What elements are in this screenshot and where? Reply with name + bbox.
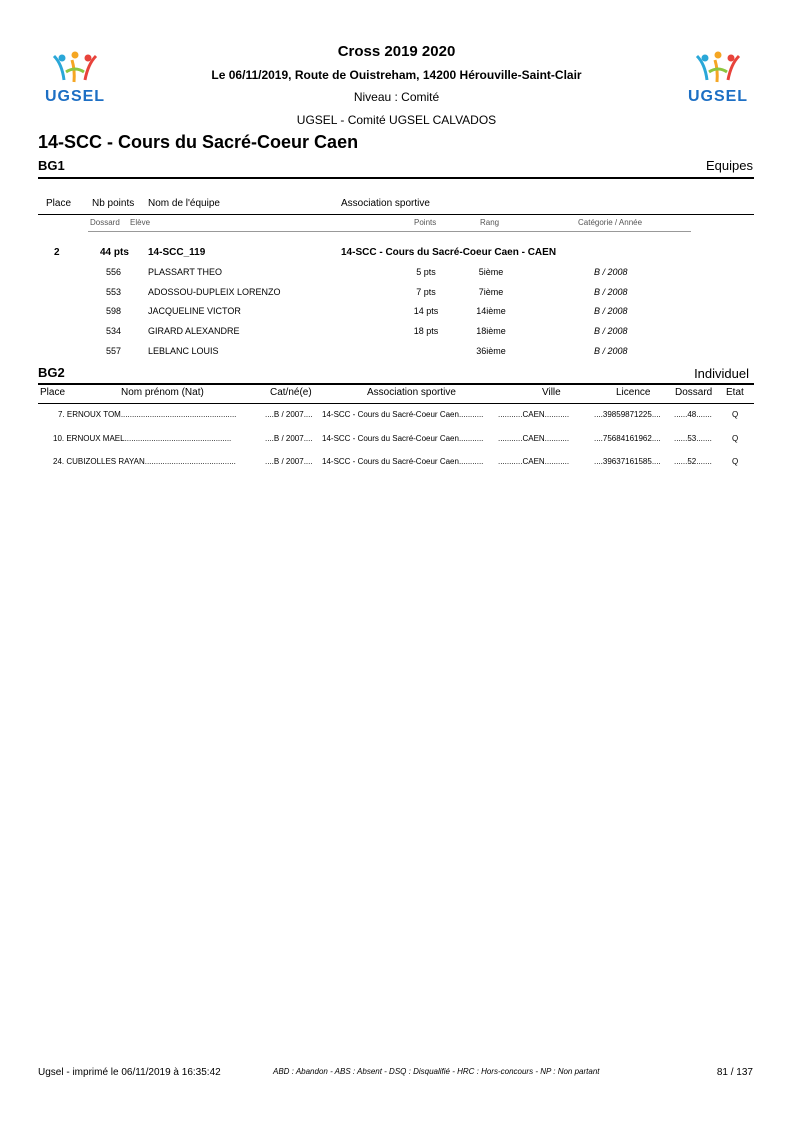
result-licence: ....39637161585.... (594, 457, 661, 466)
result-dossard: ......48....... (674, 410, 712, 419)
member-category: B / 2008 (594, 267, 628, 277)
member-points: 7 pts (416, 287, 436, 297)
member-dossard: 598 (106, 306, 122, 316)
section-type-bg2: Individuel (694, 366, 749, 381)
member-name: PLASSART THEO (148, 267, 223, 277)
col-header-association: Association sportive (341, 198, 430, 209)
divider (38, 403, 754, 404)
footer-printed: Ugsel - imprimé le 06/11/2019 à 16:35:42 (38, 1067, 221, 1078)
team-points: 44 pts (100, 247, 129, 258)
event-subtitle: Le 06/11/2019, Route de Ouistreham, 14200 Hérouville-Saint-Clair (211, 68, 582, 82)
result-licence: ....39859871225.... (594, 410, 661, 419)
result-name: 10. ERNOUX MAEL................................................ (53, 434, 232, 443)
result-etat: Q (732, 434, 739, 443)
col-header-dossard: Dossard (675, 387, 713, 398)
col-header-association: Association sportive (367, 387, 456, 398)
result-name: 24. CUBIZOLLES RAYAN......................................... (53, 457, 236, 466)
member-category: B / 2008 (594, 287, 628, 297)
result-ville: ...........CAEN........... (498, 457, 570, 466)
event-level: Niveau : Comité (353, 90, 440, 104)
team-name: 14-SCC_119 (148, 247, 206, 258)
result-ville: ...........CAEN........... (498, 410, 570, 419)
member-category: B / 2008 (594, 346, 628, 356)
col-header-ville: Ville (542, 387, 561, 398)
divider (38, 214, 754, 215)
section-type-bg1: Equipes (706, 158, 753, 173)
member-name: LEBLANC LOUIS (148, 346, 219, 356)
result-name: 7. ERNOUX TOM.................................................... (58, 410, 237, 419)
col-header-etat: Etat (726, 387, 744, 398)
member-rang: 18ième (476, 326, 506, 336)
result-cat: ....B / 2007.... (265, 410, 313, 419)
result-dossard: ......52....... (674, 457, 712, 466)
result-etat: Q (732, 457, 739, 466)
result-association: 14-SCC - Cours du Sacré-Coeur Caen........... (322, 434, 484, 443)
member-dossard: 534 (106, 326, 122, 336)
subcol-header-rang: Rang (480, 218, 500, 227)
member-points: 5 pts (416, 267, 436, 277)
divider (88, 231, 691, 232)
col-header-place: Place (40, 387, 66, 398)
col-header-cat: Cat/né(e) (270, 387, 312, 398)
result-association: 14-SCC - Cours du Sacré-Coeur Caen........... (322, 457, 484, 466)
result-cat: ....B / 2007.... (265, 434, 313, 443)
result-cat: ....B / 2007.... (265, 457, 313, 466)
member-category: B / 2008 (594, 306, 628, 316)
member-dossard: 553 (106, 287, 122, 297)
footer-legend: ABD : Abandon - ABS : Absent - DSQ : Disqualifié - HRC : Hors-concours - NP : Non partant (273, 1067, 600, 1076)
result-licence: ....75684161962.... (594, 434, 661, 443)
member-category: B / 2008 (594, 326, 628, 336)
col-header-licence: Licence (616, 387, 651, 398)
result-ville: ...........CAEN........... (498, 434, 570, 443)
section-label-bg1: BG1 (38, 158, 65, 173)
team-place: 2 (54, 247, 60, 258)
result-etat: Q (732, 410, 739, 419)
col-header-place: Place (46, 198, 72, 209)
col-header-team: Nom de l'équipe (148, 198, 220, 209)
member-name: ADOSSOU-DUPLEIX LORENZO (148, 287, 281, 297)
event-committee: UGSEL - Comité UGSEL CALVADOS (296, 113, 497, 127)
member-dossard: 557 (106, 346, 122, 356)
footer-page-number: 81 / 137 (716, 1067, 753, 1078)
section-label-bg2: BG2 (38, 365, 65, 380)
member-points: 14 pts (413, 306, 439, 316)
ugsel-logo-text: UGSEL (687, 88, 749, 105)
divider (38, 383, 754, 385)
ugsel-logo-text: UGSEL (44, 88, 106, 105)
school-title: 14-SCC - Cours du Sacré-Coeur Caen (38, 132, 359, 152)
result-association: 14-SCC - Cours du Sacré-Coeur Caen........... (322, 410, 484, 419)
event-title: Cross 2019 2020 (337, 43, 456, 60)
member-dossard: 556 (106, 267, 122, 277)
member-name: JACQUELINE VICTOR (148, 306, 241, 316)
subcol-header-categorie: Catégorie / Année (578, 218, 643, 227)
team-association: 14-SCC - Cours du Sacré-Coeur Caen - CAEN (341, 247, 557, 258)
member-points: 18 pts (413, 326, 439, 336)
member-rang: 14ième (476, 306, 506, 316)
member-rang: 36ième (476, 346, 506, 356)
subcol-header-dossard: Dossard (90, 218, 120, 227)
result-dossard: ......53....... (674, 434, 712, 443)
member-rang: 5ième (478, 267, 504, 277)
subcol-header-points: Points (414, 218, 437, 227)
member-name: GIRARD ALEXANDRE (148, 326, 240, 336)
subcol-header-eleve: Elève (130, 218, 151, 227)
divider (38, 177, 754, 179)
member-rang: 7ième (478, 287, 504, 297)
col-header-points: Nb points (92, 198, 135, 209)
col-header-name: Nom prénom (Nat) (121, 387, 204, 398)
